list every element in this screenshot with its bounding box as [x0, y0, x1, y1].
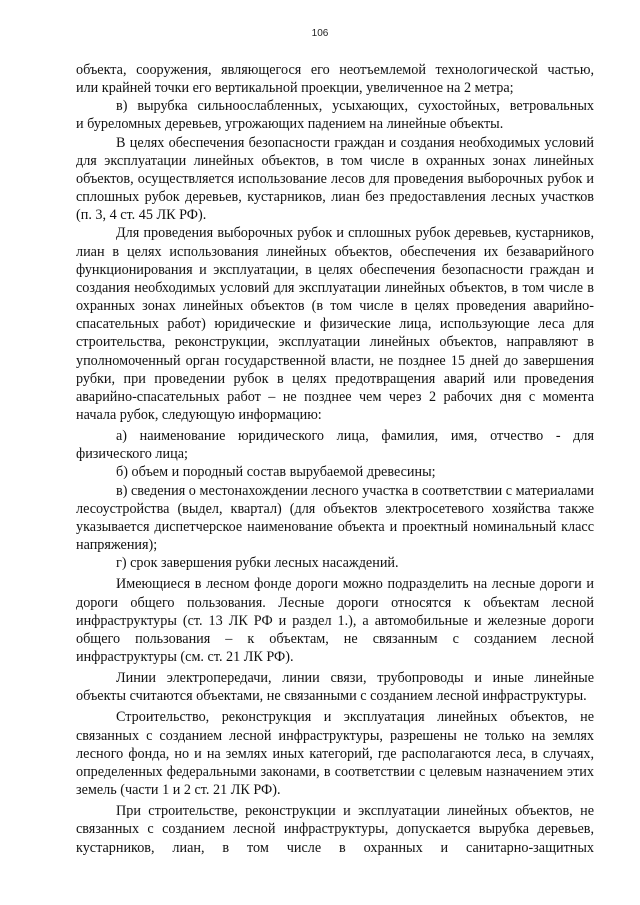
- paragraph-line: или крайней точки его вертикальной проекции, увеличенное на 2 метра;: [76, 80, 514, 97]
- paragraph: Имеющиеся в лесном фонде дороги можно подразделить на лесные дороги и дороги общего пользования. Лесные дороги относятся к объектам лесной инфраструктуры (ст. 13 ЛК РФ и раздел 1.), а автомобильные и железные дороги общего пользования – к объектам, не связанным с созданием лесной инфраструктуры (см. ст. 21 ЛК РФ).: [76, 576, 594, 665]
- list-item: в) сведения о местонахождении лесного участка в соответствии с материалами лесоустройства (выдел, квартал) (для объектов электросетевого хозяйства также указывается диспетчерское наименование объекта и проектный номинальный класс напряжения);: [76, 482, 594, 554]
- paragraph-line: и буреломных деревьев, угрожающих падением на линейные объекты.: [76, 116, 504, 133]
- paragraph: Строительство, реконструкция и эксплуатация линейных объектов, не связанных с созданием лесной инфраструктуры, разрешены не только на землях лесного фонда, но и на землях иных категорий, где располагаются леса, в случаях, определенных федеральными законами, в соответствии с целевым назначением этих земель (части 1 и 2 ст. 21 ЛК РФ).: [76, 709, 594, 799]
- paragraph: При строительстве, реконструкции и эксплуатации линейных объектов, не связанных с созданием лесной инфраструктуры, допускается вырубка деревьев, кустарников, лиан, в том числе в охранных и санитарно-защитных: [76, 803, 594, 856]
- page-number: 106: [311, 28, 329, 39]
- paragraph: В целях обеспечения безопасности граждан и создания необходимых условий для эксплуатации линейных объектов, в том числе в охранных зонах линейных объектов, осуществляется использование лесов для проведения выборочных рубок и сплошных рубок деревьев, кустарников, лиан без предоставления лесных участков (п. 3, 4 ст. 45 ЛК РФ).: [76, 134, 594, 224]
- paragraph-line: объекта, сооружения, являющегося его неотъемлемой технологической частью,: [76, 62, 594, 78]
- list-item: б) объем и породный состав вырубаемой древесины;: [116, 464, 436, 481]
- list-item: г) срок завершения рубки лесных насаждений.: [116, 555, 399, 572]
- paragraph: Для проведения выборочных рубок и сплошных рубок деревьев, кустарников, лиан в целях использования линейных объектов, обеспечения их безаварийного функционирования и эксплуатации, в целях обеспечения безопасности граждан и создания необходимых условий для эксплуатации линейных объектов, в том числе в охранных зонах линейных объектов (в том числе в целях проведения аварийно-спасательных работ) юридические и физические лица, использующие леса для строительства, реконструкции, эксплуатации линейных объектов, направляют в уполномоченный орган государственной власти, не позднее 15 дней до завершения рубки, при проведении рубок в целях предотвращения аварий или проведения аварийно-спасательных работ – не позднее чем через 2 рабочих дня с момента начала рубок, следующую информацию:: [76, 225, 594, 423]
- list-item: а) наименование юридического лица, фамилия, имя, отчество - для физического лица;: [76, 428, 594, 463]
- document-body: [76, 61, 594, 857]
- paragraph-line: в) вырубка сильноослабленных, усыхающих, сухостойных, ветровальных: [116, 98, 594, 115]
- paragraph: Линии электропередачи, линии связи, трубопроводы и иные линейные объекты считаются объектами, не связанными с созданием лесной инфраструктуры.: [76, 670, 594, 705]
